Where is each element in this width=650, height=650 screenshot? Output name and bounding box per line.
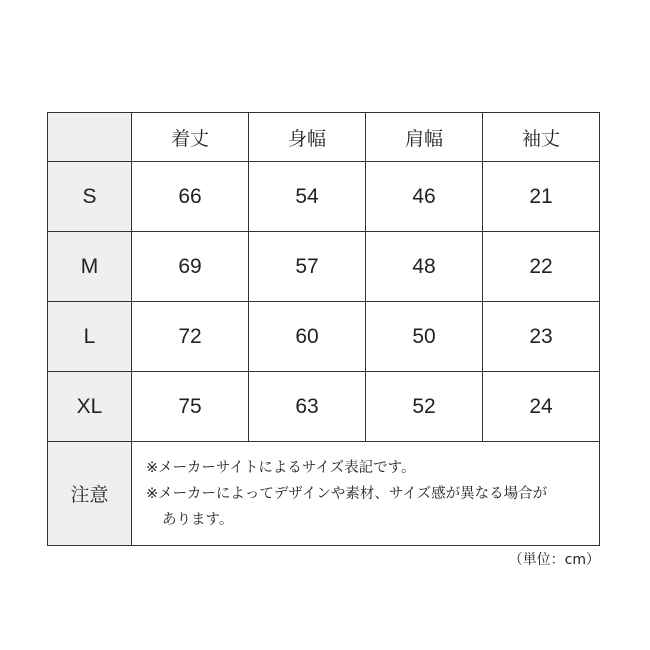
value-cell: 75: [132, 372, 249, 442]
value-cell: 22: [483, 232, 600, 302]
header-sleeve: 袖丈: [483, 113, 600, 162]
size-label: S: [48, 162, 132, 232]
note-line: あります。: [162, 511, 234, 528]
note-line: ※メーカーによってデザインや素材、サイズ感が異なる場合が: [146, 485, 548, 502]
table-row: [48, 302, 600, 372]
size-label: XL: [48, 372, 132, 442]
value-cell: 46: [366, 162, 483, 232]
notes-text: [132, 442, 600, 546]
size-label: L: [48, 302, 132, 372]
notes-label: 注意: [48, 442, 132, 546]
value-cell: 66: [132, 162, 249, 232]
unit-caption: （単位：cm）: [508, 552, 600, 568]
notes-row: [48, 442, 600, 546]
header-width: 身幅: [249, 113, 366, 162]
value-cell: 23: [483, 302, 600, 372]
value-cell: 69: [132, 232, 249, 302]
table-row: [48, 232, 600, 302]
header-row: [48, 113, 600, 162]
value-cell: 48: [366, 232, 483, 302]
size-label: M: [48, 232, 132, 302]
value-cell: 72: [132, 302, 249, 372]
value-cell: 24: [483, 372, 600, 442]
value-cell: 54: [249, 162, 366, 232]
header-shoulder: 肩幅: [366, 113, 483, 162]
table-row: [48, 372, 600, 442]
corner-cell: [48, 113, 132, 162]
table-row: [48, 162, 600, 232]
value-cell: 50: [366, 302, 483, 372]
note-line: ※メーカーサイトによるサイズ表記です。: [146, 459, 416, 476]
value-cell: 57: [249, 232, 366, 302]
value-cell: 60: [249, 302, 366, 372]
value-cell: 52: [366, 372, 483, 442]
value-cell: 63: [249, 372, 366, 442]
size-chart-table: [47, 112, 600, 546]
value-cell: 21: [483, 162, 600, 232]
header-length: 着丈: [132, 113, 249, 162]
